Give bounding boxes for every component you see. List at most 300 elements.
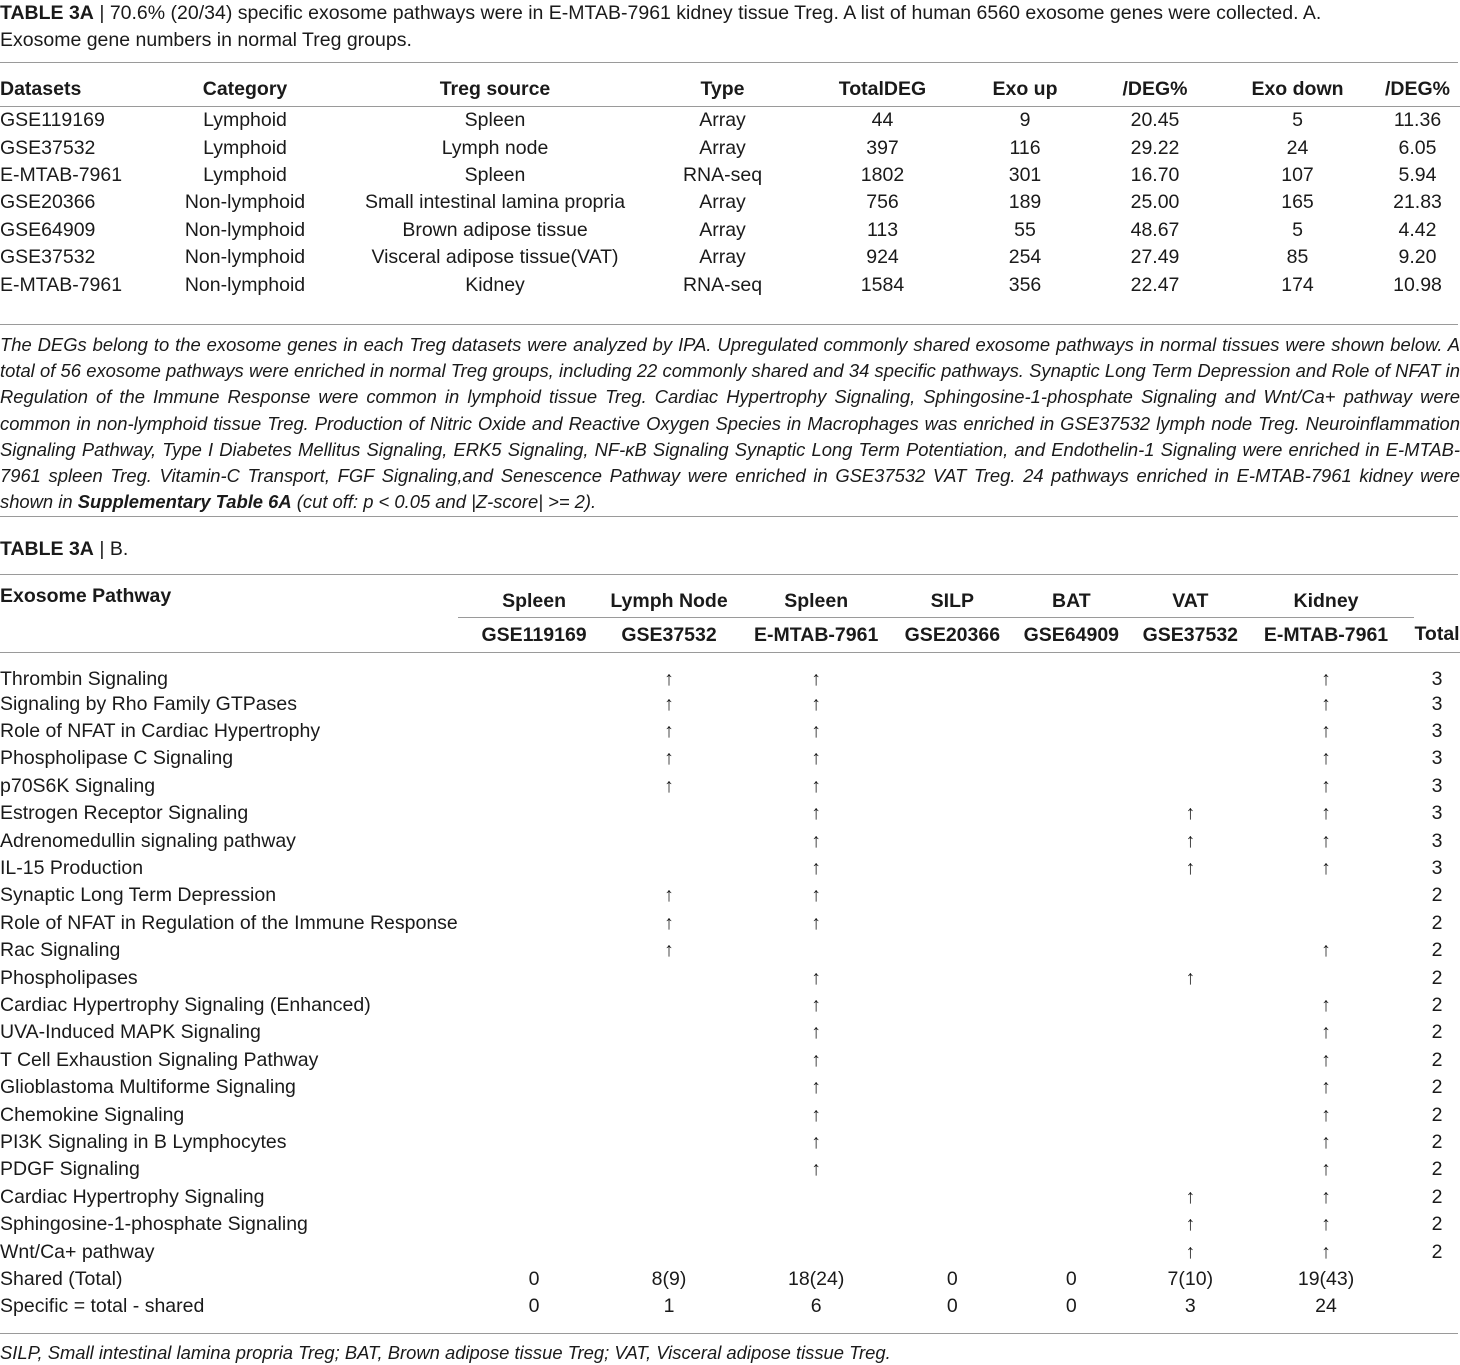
up-arrow-icon: ↑ bbox=[1185, 857, 1196, 880]
table-cell bbox=[458, 1074, 611, 1101]
table-cell: 55 bbox=[1014, 218, 1036, 241]
table-cell: 3 bbox=[1431, 692, 1443, 715]
up-arrow-icon: ↑ bbox=[1321, 774, 1331, 797]
table-cell bbox=[610, 1156, 727, 1183]
table-cell: 3 bbox=[1431, 857, 1443, 880]
table-cell bbox=[458, 1129, 611, 1156]
table-cell: 3 bbox=[1184, 1295, 1196, 1318]
table-cell bbox=[458, 992, 611, 1019]
table-row bbox=[0, 1047, 1460, 1074]
table-cell bbox=[458, 718, 611, 745]
table-row bbox=[0, 1266, 1460, 1293]
table-cell: GSE37532 bbox=[0, 136, 96, 159]
note-tail: (cut off: p < 0.05 and |Z-score| >= 2). bbox=[296, 491, 597, 513]
table-row bbox=[0, 1129, 1460, 1156]
table-cell bbox=[1000, 1047, 1143, 1074]
table-cell bbox=[458, 1047, 611, 1074]
table-a-header-row bbox=[0, 72, 1460, 107]
table-cell: 2 bbox=[1431, 1021, 1443, 1044]
up-arrow-icon: ↑ bbox=[811, 1048, 822, 1071]
up-arrow-icon: ↑ bbox=[1321, 1048, 1331, 1071]
table-row bbox=[0, 937, 1460, 964]
table-cell bbox=[458, 937, 611, 964]
up-arrow-icon: ↑ bbox=[664, 720, 674, 743]
table-cell bbox=[905, 910, 1000, 937]
table-cell: PDGF Signaling bbox=[0, 1158, 140, 1181]
table-cell: Estrogen Receptor Signaling bbox=[0, 802, 249, 825]
table-cell bbox=[905, 827, 1000, 854]
table-cell: 5.94 bbox=[1398, 163, 1437, 186]
table-cell: 0 bbox=[946, 1295, 958, 1318]
tissue-column-header: Lymph Node bbox=[610, 585, 727, 618]
table-cell: 356 bbox=[1008, 273, 1042, 296]
table-cell bbox=[1000, 1211, 1143, 1238]
table-cell bbox=[458, 1184, 611, 1211]
table-cell bbox=[905, 1184, 1000, 1211]
table-cell bbox=[1000, 1238, 1143, 1265]
table-a-column-header: Category bbox=[202, 77, 288, 100]
table-cell bbox=[1000, 827, 1143, 854]
table-cell: Chemokine Signaling bbox=[0, 1103, 185, 1126]
up-arrow-icon: ↑ bbox=[811, 1076, 822, 1099]
table-row bbox=[0, 189, 1460, 216]
table-cell: Signaling by Rho Family GTPases bbox=[0, 692, 297, 715]
table-cell: T Cell Exhaustion Signaling Pathway bbox=[0, 1048, 319, 1071]
up-arrow-icon: ↑ bbox=[1321, 1130, 1331, 1153]
table-cell bbox=[905, 718, 1000, 745]
table-cell: Cardiac Hypertrophy Signaling (Enhanced) bbox=[0, 993, 371, 1016]
table-cell: 2 bbox=[1431, 939, 1443, 962]
up-arrow-icon: ↑ bbox=[1321, 857, 1331, 880]
table-cell bbox=[905, 1101, 1000, 1128]
table-a-column-header: Treg source bbox=[439, 77, 551, 100]
caption-b-separator: | bbox=[99, 538, 105, 560]
table-cell bbox=[458, 745, 611, 772]
up-arrow-icon: ↑ bbox=[811, 1103, 822, 1126]
table-row bbox=[0, 1184, 1460, 1211]
table-a-column-header: Exo up bbox=[992, 77, 1058, 100]
table-b-tissue-header-row bbox=[0, 585, 1460, 618]
table-cell bbox=[458, 653, 611, 691]
table-cell: 19(43) bbox=[1297, 1267, 1355, 1290]
dataset-column-header: GSE37532 bbox=[1142, 623, 1239, 646]
table-row bbox=[0, 910, 1460, 937]
table-cell: p70S6K Signaling bbox=[0, 774, 156, 797]
table-cell bbox=[1000, 882, 1143, 909]
table-cell bbox=[1000, 691, 1143, 718]
table-a-column-header: Type bbox=[700, 77, 745, 100]
table-cell: IL-15 Production bbox=[0, 857, 144, 880]
up-arrow-icon: ↑ bbox=[1321, 829, 1331, 852]
table-a-body bbox=[0, 107, 1460, 299]
table-cell bbox=[905, 773, 1000, 800]
table-row bbox=[0, 162, 1460, 189]
caption-label: TABLE 3A bbox=[0, 2, 94, 24]
table-cell: 6 bbox=[810, 1295, 822, 1318]
table-row bbox=[0, 691, 1460, 718]
table-cell bbox=[458, 964, 611, 991]
table-3b-caption bbox=[0, 536, 128, 563]
table-cell: Array bbox=[699, 109, 746, 132]
table-cell: Wnt/Ca+ pathway bbox=[0, 1240, 155, 1263]
table-cell bbox=[1143, 1074, 1238, 1101]
table-cell: 2 bbox=[1431, 884, 1443, 907]
table-cell: 0 bbox=[946, 1267, 958, 1290]
up-arrow-icon: ↑ bbox=[811, 1158, 822, 1181]
up-arrow-icon: ↑ bbox=[664, 774, 674, 797]
table-cell bbox=[1143, 937, 1238, 964]
table-row bbox=[0, 1101, 1460, 1128]
table-cell: 27.49 bbox=[1130, 246, 1180, 269]
table-cell: 2 bbox=[1431, 966, 1443, 989]
table-cell bbox=[905, 1211, 1000, 1238]
table-3a-caption bbox=[0, 0, 1400, 54]
table-cell: 85 bbox=[1286, 246, 1309, 269]
up-arrow-icon: ↑ bbox=[1321, 1185, 1331, 1208]
up-arrow-icon: ↑ bbox=[811, 667, 822, 690]
table-cell: 18(24) bbox=[787, 1267, 845, 1290]
table-row bbox=[0, 271, 1460, 298]
table-cell bbox=[610, 1074, 727, 1101]
table-cell: 174 bbox=[1281, 273, 1314, 296]
table-cell bbox=[1000, 992, 1143, 1019]
table-cell: 20.45 bbox=[1130, 109, 1180, 132]
table-cell: Shared (Total) bbox=[0, 1267, 123, 1290]
table-cell: UVA-Induced MAPK Signaling bbox=[0, 1021, 261, 1044]
table-cell: Synaptic Long Term Depression bbox=[0, 884, 277, 907]
up-arrow-icon: ↑ bbox=[1185, 966, 1196, 989]
up-arrow-icon: ↑ bbox=[1321, 1076, 1331, 1099]
up-arrow-icon: ↑ bbox=[664, 667, 674, 690]
table-row bbox=[0, 800, 1460, 827]
table-a-column-header: /DEG% bbox=[1384, 77, 1450, 100]
table-cell bbox=[905, 964, 1000, 991]
table-cell: 10.98 bbox=[1393, 273, 1442, 296]
table-cell: E-MTAB-7961 bbox=[0, 163, 123, 186]
tissue-column-header: SILP bbox=[905, 585, 1000, 618]
table-cell bbox=[1143, 653, 1238, 691]
table-cell: 2 bbox=[1431, 1130, 1443, 1153]
table-cell bbox=[1143, 1101, 1238, 1128]
up-arrow-icon: ↑ bbox=[1185, 1213, 1196, 1236]
table-cell: 11.36 bbox=[1393, 109, 1442, 132]
table-cell bbox=[1000, 800, 1143, 827]
table-cell: 0 bbox=[528, 1295, 540, 1318]
up-arrow-icon: ↑ bbox=[1321, 1021, 1331, 1044]
table-cell bbox=[458, 773, 611, 800]
table-cell: 254 bbox=[1008, 246, 1042, 269]
table-cell bbox=[610, 1047, 727, 1074]
exosome-pathway-table bbox=[0, 585, 1460, 1320]
table-row bbox=[0, 217, 1460, 244]
table-row bbox=[0, 1211, 1460, 1238]
exosome-gene-numbers-table bbox=[0, 72, 1460, 299]
table-cell bbox=[1238, 964, 1414, 991]
up-arrow-icon: ↑ bbox=[1321, 993, 1331, 1016]
up-arrow-icon: ↑ bbox=[664, 692, 674, 715]
table-cell bbox=[1000, 1074, 1143, 1101]
table-cell bbox=[728, 1211, 905, 1238]
tissue-column-header: Kidney bbox=[1238, 585, 1414, 618]
up-arrow-icon: ↑ bbox=[1321, 1158, 1331, 1181]
table-cell bbox=[610, 1211, 727, 1238]
table-row bbox=[0, 964, 1460, 991]
table-cell bbox=[1000, 773, 1143, 800]
table-cell: Lymphoid bbox=[203, 109, 287, 132]
up-arrow-icon: ↑ bbox=[811, 829, 822, 852]
table-cell bbox=[610, 1238, 727, 1265]
table-cell: 3 bbox=[1431, 720, 1443, 743]
table-cell: 1802 bbox=[860, 163, 905, 186]
table-cell: Array bbox=[699, 218, 746, 241]
table-row bbox=[0, 1019, 1460, 1046]
tissue-column-header: Spleen bbox=[728, 585, 905, 618]
table-cell bbox=[1414, 1293, 1460, 1320]
table-b-bottom-rule bbox=[0, 1333, 1458, 1334]
table-cell: Rac Signaling bbox=[0, 939, 121, 962]
table-cell: 2 bbox=[1431, 993, 1443, 1016]
up-arrow-icon: ↑ bbox=[1321, 939, 1331, 962]
table-row bbox=[0, 244, 1460, 271]
table-cell: Array bbox=[699, 246, 746, 269]
table-note bbox=[0, 332, 1460, 515]
table-cell: 3 bbox=[1431, 829, 1443, 852]
table-cell: 3 bbox=[1431, 667, 1443, 690]
dataset-column-header: GSE64909 bbox=[1023, 623, 1120, 646]
table-cell: 0 bbox=[1065, 1267, 1077, 1290]
table-cell: Specific = total - shared bbox=[0, 1295, 205, 1318]
table-cell: 189 bbox=[1008, 191, 1042, 214]
table-row bbox=[0, 773, 1460, 800]
table-cell bbox=[1143, 718, 1238, 745]
table-cell: 3 bbox=[1431, 802, 1443, 825]
table-cell bbox=[1238, 910, 1414, 937]
table-cell bbox=[458, 1156, 611, 1183]
table-cell: 3 bbox=[1431, 747, 1443, 770]
table-a-bottom-rule bbox=[0, 324, 1458, 325]
table-cell bbox=[458, 882, 611, 909]
table-cell: GSE37532 bbox=[0, 246, 96, 269]
table-cell bbox=[1143, 773, 1238, 800]
tissue-column-header: VAT bbox=[1143, 585, 1238, 618]
table-cell bbox=[458, 691, 611, 718]
table-cell: E-MTAB-7961 bbox=[0, 273, 123, 296]
table-cell: 116 bbox=[1009, 136, 1041, 159]
table-cell bbox=[905, 1129, 1000, 1156]
up-arrow-icon: ↑ bbox=[811, 747, 822, 770]
total-header-spacer bbox=[1414, 585, 1460, 618]
table-cell: Non-lymphoid bbox=[184, 273, 306, 296]
table-cell: 2 bbox=[1431, 1185, 1443, 1208]
up-arrow-icon: ↑ bbox=[811, 911, 822, 934]
table-cell bbox=[1143, 1129, 1238, 1156]
table-cell: 1584 bbox=[860, 273, 905, 296]
table-cell bbox=[458, 800, 611, 827]
table-cell: 2 bbox=[1431, 911, 1443, 934]
table-cell: Lymph node bbox=[441, 136, 549, 159]
table-cell bbox=[905, 882, 1000, 909]
table-cell: 24 bbox=[1315, 1295, 1337, 1318]
table-cell: 16.70 bbox=[1130, 163, 1180, 186]
table-a-column-header: Datasets bbox=[0, 77, 82, 100]
supplementary-ref-link[interactable]: Supplementary Table 6A bbox=[77, 491, 292, 513]
table-cell: 1 bbox=[663, 1295, 675, 1318]
table-cell: 7(10) bbox=[1167, 1267, 1214, 1290]
up-arrow-icon: ↑ bbox=[811, 774, 822, 797]
table-cell: 756 bbox=[866, 191, 899, 214]
table-cell: 113 bbox=[866, 218, 899, 241]
table-cell bbox=[610, 1184, 727, 1211]
table-a-column-header: /DEG% bbox=[1122, 77, 1188, 100]
section-rule bbox=[0, 516, 1458, 517]
up-arrow-icon: ↑ bbox=[1321, 1103, 1331, 1126]
table-cell bbox=[1143, 745, 1238, 772]
table-cell bbox=[1143, 992, 1238, 1019]
table-cell bbox=[1000, 1156, 1143, 1183]
up-arrow-icon: ↑ bbox=[1321, 720, 1331, 743]
table-cell: Lymphoid bbox=[203, 163, 287, 186]
table-cell bbox=[1000, 1129, 1143, 1156]
table-cell bbox=[728, 937, 905, 964]
table-cell bbox=[1000, 964, 1143, 991]
up-arrow-icon: ↑ bbox=[811, 1021, 822, 1044]
table-cell bbox=[458, 855, 611, 882]
total-column-header: Total bbox=[1414, 623, 1460, 646]
table-cell: 4.42 bbox=[1398, 218, 1437, 241]
table-cell: Cardiac Hypertrophy Signaling bbox=[0, 1185, 265, 1208]
up-arrow-icon: ↑ bbox=[1321, 1240, 1331, 1263]
table-cell bbox=[610, 855, 727, 882]
table-cell bbox=[1143, 1156, 1238, 1183]
up-arrow-icon: ↑ bbox=[811, 857, 822, 880]
table-b-body bbox=[0, 653, 1460, 1321]
table-cell bbox=[610, 1101, 727, 1128]
table-cell: 21.83 bbox=[1393, 191, 1442, 214]
up-arrow-icon: ↑ bbox=[1321, 1213, 1331, 1236]
table-cell bbox=[458, 910, 611, 937]
table-cell: Array bbox=[699, 191, 746, 214]
table-cell bbox=[610, 1129, 727, 1156]
table-row bbox=[0, 1156, 1460, 1183]
table-cell bbox=[728, 1184, 905, 1211]
table-b-head bbox=[0, 585, 1460, 653]
table-row bbox=[0, 718, 1460, 745]
table-cell bbox=[1000, 745, 1143, 772]
up-arrow-icon: ↑ bbox=[1185, 829, 1196, 852]
table-cell: GSE64909 bbox=[0, 218, 96, 241]
table-cell bbox=[610, 964, 727, 991]
up-arrow-icon: ↑ bbox=[811, 1130, 822, 1153]
up-arrow-icon: ↑ bbox=[664, 939, 674, 962]
table-cell bbox=[1000, 1019, 1143, 1046]
caption-separator: | bbox=[99, 2, 105, 24]
table-cell: Small intestinal lamina propria bbox=[364, 191, 626, 214]
table-cell: 924 bbox=[866, 246, 899, 269]
table-cell: 301 bbox=[1008, 163, 1042, 186]
table-cell: 0 bbox=[1065, 1295, 1077, 1318]
table-cell bbox=[1143, 691, 1238, 718]
table-cell bbox=[458, 1211, 611, 1238]
table-cell: Spleen bbox=[464, 109, 526, 132]
table-cell: 2 bbox=[1431, 1048, 1443, 1071]
table-cell bbox=[905, 691, 1000, 718]
table-cell: RNA-seq bbox=[682, 163, 763, 186]
up-arrow-icon: ↑ bbox=[1185, 1240, 1196, 1263]
up-arrow-icon: ↑ bbox=[1321, 802, 1331, 825]
table-row bbox=[0, 653, 1460, 691]
up-arrow-icon: ↑ bbox=[1321, 747, 1331, 770]
table-row bbox=[0, 1293, 1460, 1320]
table-cell bbox=[1000, 855, 1143, 882]
table-cell bbox=[1414, 1266, 1460, 1293]
tissue-column-header: BAT bbox=[1000, 585, 1143, 618]
caption-b-label: TABLE 3A bbox=[0, 538, 94, 560]
table-cell bbox=[1143, 910, 1238, 937]
table-cell bbox=[905, 1047, 1000, 1074]
table-cell: 2 bbox=[1431, 1158, 1443, 1181]
up-arrow-icon: ↑ bbox=[811, 802, 822, 825]
up-arrow-icon: ↑ bbox=[1321, 692, 1331, 715]
table-row bbox=[0, 882, 1460, 909]
table-row bbox=[0, 1074, 1460, 1101]
table-cell bbox=[905, 1019, 1000, 1046]
up-arrow-icon: ↑ bbox=[664, 911, 674, 934]
table-cell: 107 bbox=[1281, 163, 1314, 186]
up-arrow-icon: ↑ bbox=[664, 884, 674, 907]
caption-text: 70.6% (20/34) specific exosome pathways were in E-MTAB-7961 kidney tissue Treg. A list of human 6560 exosome genes were collected. A. Exosome gene numbers in normal Treg groups. bbox=[0, 2, 1322, 51]
table-cell bbox=[905, 800, 1000, 827]
up-arrow-icon: ↑ bbox=[811, 884, 822, 907]
table-cell bbox=[905, 992, 1000, 1019]
table-cell bbox=[1000, 653, 1143, 691]
table-row bbox=[0, 134, 1460, 161]
up-arrow-icon: ↑ bbox=[664, 747, 674, 770]
table-cell: 165 bbox=[1281, 191, 1314, 214]
table-cell: PI3K Signaling in B Lymphocytes bbox=[0, 1130, 287, 1153]
table-cell bbox=[905, 937, 1000, 964]
pathway-column-header: Exosome Pathway bbox=[0, 585, 172, 607]
note-text: The DEGs belong to the exosome genes in each Treg datasets were analyzed by IPA. Upregulated commonly shared exosome pathways in normal tissues were shown below. A total of 56 exosome pathways were enriched in normal Treg groups, including 22 commonly shared and 34 specific pathways. Synaptic Long Term Depression and Role of NFAT in Regulation of the Immune Response were common in lymphoid tissue Treg. Cardiac Hypertrophy Signaling, Sphingosine-1-phosphate Signaling and Wnt/Ca+ pathway were common in non-lymphoid tissue Treg. Production of Nitric Oxide and Reactive Oxygen Species in Macrophages was enriched in GSE37532 lymph node Treg. Neuroinflammation Signaling Pathway, Type I Diabetes Mellitus Signaling, ERK5 Signaling, NF-κB Signaling Synaptic Long Term Potentiation, and Endothelin-1 Signaling were enriched in E-MTAB-7961 spleen Treg. Vitamin-C Transport, FGF Signaling,and Senescence Pathway were enriched in GSE37532 VAT Treg. 24 pathways enriched in E-MTAB-7961 kidney were shown in bbox=[0, 334, 1460, 513]
table-cell: Phospholipases bbox=[0, 966, 138, 989]
dataset-column-header: E-MTAB-7961 bbox=[754, 623, 879, 646]
table-cell: 2 bbox=[1431, 1076, 1443, 1099]
table-cell bbox=[458, 827, 611, 854]
table-cell: 48.67 bbox=[1130, 218, 1180, 241]
table-cell: Spleen bbox=[464, 163, 526, 186]
table-cell bbox=[905, 653, 1000, 691]
table-cell bbox=[905, 745, 1000, 772]
table-cell: 5 bbox=[1292, 218, 1303, 241]
table-cell: Non-lymphoid bbox=[184, 218, 306, 241]
table-cell: Sphingosine-1-phosphate Signaling bbox=[0, 1213, 308, 1236]
table-cell bbox=[1238, 882, 1414, 909]
up-arrow-icon: ↑ bbox=[1185, 1185, 1196, 1208]
table-row bbox=[0, 855, 1460, 882]
table-cell: 29.22 bbox=[1130, 136, 1180, 159]
top-rule bbox=[0, 62, 1458, 63]
up-arrow-icon: ↑ bbox=[1185, 802, 1196, 825]
table-cell bbox=[905, 1238, 1000, 1265]
table-b-top-rule bbox=[0, 574, 1458, 575]
up-arrow-icon: ↑ bbox=[811, 720, 822, 743]
table-cell: 397 bbox=[866, 136, 899, 159]
table-cell: Adrenomedullin signaling pathway bbox=[0, 829, 296, 852]
table-row bbox=[0, 107, 1460, 135]
table-cell: Role of NFAT in Regulation of the Immune Response bbox=[0, 911, 458, 934]
table-a-column-header: TotalDEG bbox=[838, 77, 927, 100]
table-cell: 2 bbox=[1431, 1240, 1443, 1263]
table-cell: Non-lymphoid bbox=[184, 191, 306, 214]
